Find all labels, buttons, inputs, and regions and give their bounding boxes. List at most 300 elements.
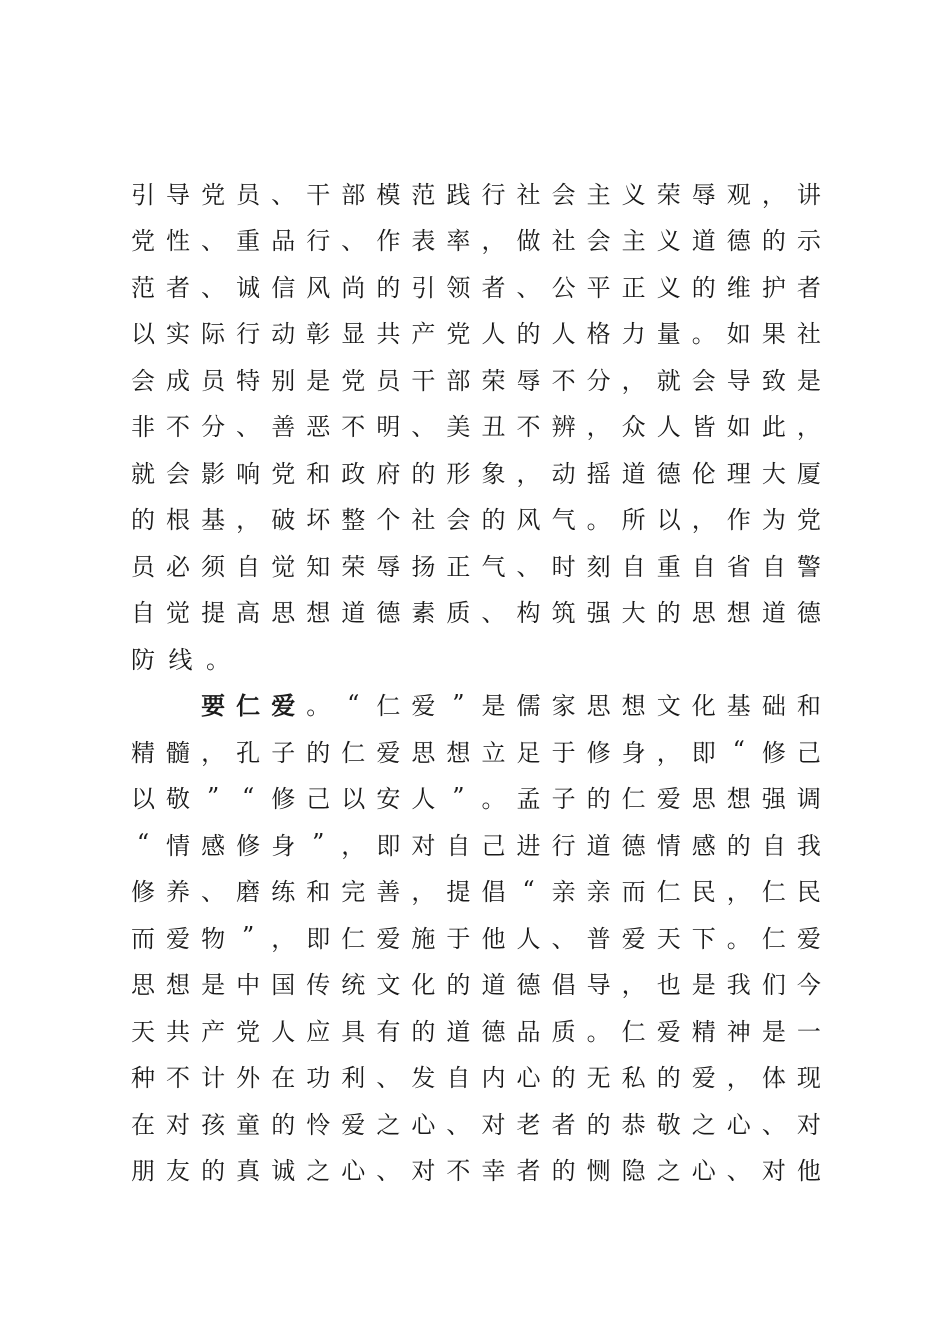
text-char: 不 <box>341 413 366 442</box>
text-char: 行 <box>481 180 506 209</box>
text-char: 人 <box>271 1017 296 1046</box>
text-char: 义 <box>656 273 681 302</box>
text-char: 格 <box>586 320 611 349</box>
text-char <box>165 690 191 718</box>
text-char: 、 <box>761 1110 786 1139</box>
text-char: 础 <box>761 692 786 721</box>
text-char: 摇 <box>586 459 611 488</box>
text-char: “ <box>732 736 745 765</box>
text-char: 觉 <box>271 552 296 581</box>
text-line <box>130 495 822 542</box>
text-char: 质 <box>446 599 471 628</box>
text-char: 干 <box>306 180 331 209</box>
text-char: 的 <box>656 599 681 628</box>
text-char: 幸 <box>481 1157 506 1186</box>
text-char: 思 <box>271 599 296 628</box>
text-char: 有 <box>376 1017 401 1046</box>
text-line <box>130 820 822 867</box>
text-char: 物 <box>201 924 226 953</box>
text-char: ， <box>271 924 296 953</box>
text-char: 对 <box>411 1157 436 1186</box>
text-char: 大 <box>621 599 646 628</box>
text-char: 破 <box>271 506 296 535</box>
text-char: 员 <box>201 366 226 395</box>
text-char: ， <box>796 413 821 442</box>
text-char: 就 <box>656 366 681 395</box>
text-char: 提 <box>446 878 471 907</box>
text-char: 自 <box>446 831 471 860</box>
text-char: 的 <box>481 506 506 535</box>
text-char: 作 <box>376 227 401 256</box>
text-char: 发 <box>411 1064 436 1093</box>
text-char: 心 <box>691 1157 716 1186</box>
text-char: 的 <box>131 506 155 535</box>
text-char: 引 <box>411 273 436 302</box>
text-char: 儒 <box>516 692 541 721</box>
text-char: 心 <box>516 1064 541 1093</box>
text-char: 想 <box>621 692 646 721</box>
text-line <box>130 588 822 635</box>
text-char: 不 <box>166 413 191 442</box>
text-char: 者 <box>516 1157 541 1186</box>
text-line <box>130 913 822 960</box>
text-char: 的 <box>271 1110 296 1139</box>
text-char: 。 <box>691 320 716 349</box>
text-char: 对 <box>166 1110 191 1139</box>
text-line <box>130 960 822 1007</box>
text-char: 道 <box>586 831 611 860</box>
text-char: 、 <box>201 227 226 256</box>
text-char: 公 <box>551 273 576 302</box>
text-char: 以 <box>131 785 155 814</box>
text-char: ” <box>242 922 255 951</box>
text-char: 老 <box>516 1110 541 1139</box>
text-char: 道 <box>691 227 716 256</box>
text-char: 而 <box>621 878 646 907</box>
text-char: 率 <box>446 227 471 256</box>
text-char: 风 <box>306 273 331 302</box>
text-char: 仁 <box>621 785 646 814</box>
text-char: 不 <box>166 1064 191 1093</box>
text-char: 统 <box>341 971 366 1000</box>
text-line <box>130 169 822 216</box>
text-char: 敬 <box>166 785 191 814</box>
text-char: 仁 <box>341 738 366 767</box>
text-char: 党 <box>446 320 471 349</box>
text-char: 爱 <box>411 692 436 721</box>
text-char: 明 <box>376 413 401 442</box>
text-char: 身 <box>271 831 296 860</box>
text-char: 的 <box>726 831 751 860</box>
text-char: 爱 <box>166 924 191 953</box>
text-char: 部 <box>446 366 471 395</box>
text-char: 而 <box>131 924 155 953</box>
text-char: 、 <box>201 878 226 907</box>
text-char: 者 <box>551 1110 576 1139</box>
text-char: 孩 <box>201 1110 226 1139</box>
text-line <box>130 681 822 728</box>
text-char: 德 <box>656 459 681 488</box>
text-char: 。 <box>586 506 611 535</box>
text-char: 精 <box>131 738 155 767</box>
text-char: 是 <box>796 366 821 395</box>
text-char: 范 <box>131 273 155 302</box>
text-char: 利 <box>341 1064 366 1093</box>
text-char: ” <box>312 829 325 858</box>
text-char: 党 <box>131 227 155 256</box>
text-char: 、 <box>376 1157 401 1186</box>
text-char: 不 <box>516 413 541 442</box>
text-char: 社 <box>516 180 541 209</box>
text-char: ， <box>411 878 436 907</box>
text-char: 之 <box>691 1110 716 1139</box>
text-char: 。 <box>306 692 331 721</box>
text-char: 道 <box>621 459 646 488</box>
text-char: “ <box>242 782 255 811</box>
text-char: 员 <box>236 180 261 209</box>
text-char: 是 <box>481 692 506 721</box>
text-char: 产 <box>411 320 436 349</box>
text-char: 磨 <box>236 878 261 907</box>
text-char: 之 <box>376 1110 401 1139</box>
text-char: 天 <box>131 1017 155 1046</box>
text-char: ， <box>341 831 366 860</box>
text-char: 、 <box>341 227 366 256</box>
text-char: 仁 <box>761 878 786 907</box>
text-char: 民 <box>796 878 821 907</box>
text-char: 品 <box>516 1017 541 1046</box>
text-char: 们 <box>761 971 786 1000</box>
text-char: 情 <box>656 831 681 860</box>
text-char: 干 <box>411 366 436 395</box>
text-char: 致 <box>761 366 786 395</box>
text-char: 爱 <box>796 924 821 953</box>
text-char: 德 <box>376 599 401 628</box>
text-char: ， <box>621 366 646 395</box>
text-char: 导 <box>726 366 751 395</box>
text-char: 素 <box>411 599 436 628</box>
text-char: 正 <box>621 273 646 302</box>
text-char: 童 <box>236 1110 261 1139</box>
text-line <box>130 1146 822 1193</box>
text-char: 美 <box>446 413 471 442</box>
text-char: 的 <box>761 227 786 256</box>
text-char: 私 <box>621 1064 646 1093</box>
text-char: 际 <box>201 320 226 349</box>
text-line <box>130 216 822 263</box>
text-char: 以 <box>341 785 366 814</box>
text-char: 化 <box>411 971 436 1000</box>
text-char: 于 <box>551 738 576 767</box>
text-char: 诚 <box>236 273 261 302</box>
text-char: 修 <box>761 738 786 767</box>
text-char: 会 <box>166 459 191 488</box>
text-char: 应 <box>306 1017 331 1046</box>
text-char: 会 <box>446 506 471 535</box>
text-char: 、 <box>201 273 226 302</box>
text-char: 德 <box>516 971 541 1000</box>
text-char: 如 <box>726 320 751 349</box>
text-char: 行 <box>306 227 331 256</box>
text-char: 爱 <box>656 1017 681 1046</box>
text-char: 恶 <box>306 413 331 442</box>
text-char: 修 <box>131 878 155 907</box>
text-char: 自 <box>446 1064 471 1093</box>
text-char: 施 <box>411 924 436 953</box>
text-char: 对 <box>411 831 436 860</box>
text-char: 行 <box>236 320 261 349</box>
text-char: 主 <box>621 227 646 256</box>
text-char: 强 <box>586 599 611 628</box>
text-char: 导 <box>166 180 191 209</box>
text-char: 心 <box>726 1110 751 1139</box>
text-char: 气 <box>551 506 576 535</box>
text-char: 仁 <box>376 692 401 721</box>
text-char: 是 <box>691 971 716 1000</box>
document-body <box>130 169 822 1192</box>
text-char: 己 <box>306 785 331 814</box>
text-char: 和 <box>306 878 331 907</box>
text-char: 之 <box>656 1157 681 1186</box>
text-char: 髓 <box>166 738 191 767</box>
text-char: 个 <box>376 506 401 535</box>
text-char: 在 <box>271 1064 296 1093</box>
text-char: 防 <box>131 645 155 674</box>
text-char: 政 <box>341 459 366 488</box>
text-char: ， <box>761 180 786 209</box>
text-char: 思 <box>691 599 716 628</box>
text-char: 善 <box>271 413 296 442</box>
text-char: 他 <box>796 1157 821 1186</box>
text-char: 倡 <box>481 878 506 907</box>
text-char: 德 <box>796 599 821 628</box>
text-char: 筑 <box>551 599 576 628</box>
text-char: 辨 <box>551 413 576 442</box>
text-char: 爱 <box>691 1064 716 1093</box>
text-char: 、 <box>726 1157 751 1186</box>
text-char: 即 <box>691 738 716 767</box>
text-char: 会 <box>131 366 155 395</box>
text-char: 自 <box>691 552 716 581</box>
text-char: 仁 <box>341 924 366 953</box>
text-char: 朋 <box>131 1157 155 1186</box>
text-char: 修 <box>236 831 261 860</box>
text-char: 员 <box>131 552 155 581</box>
text-char: 整 <box>341 506 366 535</box>
text-char: 示 <box>796 227 821 256</box>
text-char: 必 <box>166 552 191 581</box>
text-char: 荣 <box>341 552 366 581</box>
text-line <box>130 355 822 402</box>
text-char: 的 <box>446 971 471 1000</box>
text-char: 社 <box>551 227 576 256</box>
text-char: 刻 <box>586 552 611 581</box>
text-char: 对 <box>481 1110 506 1139</box>
text-char: 身 <box>621 738 646 767</box>
text-char: 会 <box>586 227 611 256</box>
text-char: 道 <box>341 599 366 628</box>
text-char: 友 <box>166 1157 191 1186</box>
text-char: 计 <box>201 1064 226 1093</box>
text-char: 动 <box>271 320 296 349</box>
text-line <box>130 402 822 449</box>
text-char: 诚 <box>271 1157 296 1186</box>
text-char: 爱 <box>376 924 401 953</box>
text-char: 精 <box>691 1017 716 1046</box>
text-char: 正 <box>446 552 471 581</box>
text-char: 基 <box>201 506 226 535</box>
text-char: 真 <box>236 1157 261 1186</box>
text-char: 在 <box>131 1110 155 1139</box>
text-char: 人 <box>656 413 681 442</box>
text-char: 讲 <box>796 180 821 209</box>
text-char: 分 <box>201 413 226 442</box>
text-char: 要 <box>201 691 226 721</box>
text-char: 分 <box>586 366 611 395</box>
text-char: 气 <box>481 552 506 581</box>
text-char: 大 <box>761 459 786 488</box>
text-line <box>130 867 822 914</box>
text-char: 进 <box>516 831 541 860</box>
text-char: 自 <box>761 552 786 581</box>
text-char: 重 <box>236 227 261 256</box>
text-char: 高 <box>236 599 261 628</box>
text-char: 养 <box>166 878 191 907</box>
text-char: 义 <box>656 227 681 256</box>
text-char: 实 <box>166 320 191 349</box>
text-char: “ <box>136 829 150 858</box>
text-char: 普 <box>586 924 611 953</box>
text-char: 辱 <box>691 180 716 209</box>
text-char: 主 <box>586 180 611 209</box>
text-char: 天 <box>656 924 681 953</box>
text-char: 敬 <box>656 1110 681 1139</box>
text-char: 以 <box>656 506 681 535</box>
text-char: 的 <box>656 1064 681 1093</box>
text-char: 性 <box>166 227 191 256</box>
text-char: 。 <box>726 924 751 953</box>
text-char: 人 <box>516 924 541 953</box>
text-char: 觉 <box>166 599 191 628</box>
text-char: 。 <box>481 785 506 814</box>
text-char: 道 <box>481 971 506 1000</box>
text-char: 者 <box>481 273 506 302</box>
text-char: 为 <box>761 506 786 535</box>
text-char: 量 <box>656 320 681 349</box>
text-char: 者 <box>166 273 191 302</box>
text-char: 思 <box>691 785 716 814</box>
text-char: 人 <box>551 320 576 349</box>
text-char: 恭 <box>621 1110 646 1139</box>
text-char: 构 <box>516 599 541 628</box>
text-line <box>130 634 822 681</box>
text-char: 思 <box>586 692 611 721</box>
text-char: 党 <box>236 1017 261 1046</box>
text-char: 爱 <box>341 1110 366 1139</box>
text-char: 象 <box>481 459 506 488</box>
text-char: 民 <box>691 878 716 907</box>
text-char: 传 <box>306 971 331 1000</box>
text-char: ， <box>481 227 506 256</box>
text-char: 风 <box>516 506 541 535</box>
text-char: 产 <box>201 1017 226 1046</box>
text-char: 不 <box>551 366 576 395</box>
text-char <box>130 690 156 718</box>
text-char: 共 <box>376 320 401 349</box>
text-char: 是 <box>306 366 331 395</box>
text-char: 尚 <box>341 273 366 302</box>
text-char: 所 <box>621 506 646 535</box>
text-char: 情 <box>166 831 191 860</box>
text-char: 、 <box>411 413 436 442</box>
text-char: 、 <box>516 273 541 302</box>
text-char: 此 <box>761 413 786 442</box>
text-char: “ <box>522 875 535 904</box>
text-char: 他 <box>481 924 506 953</box>
text-char: 践 <box>446 180 471 209</box>
text-char: 。 <box>206 645 230 674</box>
text-char: 时 <box>551 552 576 581</box>
text-char: 以 <box>131 320 155 349</box>
text-char: 做 <box>516 227 541 256</box>
text-char: 的 <box>691 273 716 302</box>
text-char: 众 <box>621 413 646 442</box>
text-char: ” <box>452 782 465 811</box>
text-char: 成 <box>166 366 191 395</box>
text-char: 不 <box>446 1157 471 1186</box>
text-char: 种 <box>131 1064 155 1093</box>
text-char: 想 <box>306 599 331 628</box>
text-char: 自 <box>236 552 261 581</box>
text-char: 功 <box>306 1064 331 1093</box>
text-char: 、 <box>236 413 261 442</box>
text-char: 理 <box>726 459 751 488</box>
text-char: 感 <box>691 831 716 860</box>
text-char: 外 <box>236 1064 261 1093</box>
text-char: ” <box>452 689 465 718</box>
text-char: 子 <box>551 785 576 814</box>
text-char: 党 <box>201 180 226 209</box>
text-char: 和 <box>306 459 331 488</box>
text-char: 孔 <box>236 738 261 767</box>
text-char: 者 <box>796 273 821 302</box>
text-char: 内 <box>481 1064 506 1093</box>
text-char: ” <box>206 782 220 811</box>
text-char: 显 <box>341 320 366 349</box>
text-char: 想 <box>726 785 751 814</box>
text-char: 范 <box>411 180 436 209</box>
text-char: 党 <box>341 366 366 395</box>
text-char: 会 <box>691 366 716 395</box>
text-line <box>130 262 822 309</box>
text-char: 是 <box>201 971 226 1000</box>
text-char: 爱 <box>271 691 296 721</box>
text-char: 社 <box>796 320 821 349</box>
text-char: 的 <box>201 1157 226 1186</box>
text-char: 领 <box>446 273 471 302</box>
text-char: 影 <box>201 459 226 488</box>
text-char: 非 <box>131 413 155 442</box>
text-char: 化 <box>691 692 716 721</box>
text-char: 导 <box>586 971 611 1000</box>
text-char: 作 <box>726 506 751 535</box>
text-char: 自 <box>621 552 646 581</box>
text-char: 爱 <box>656 785 681 814</box>
text-char: 文 <box>656 692 681 721</box>
text-char: 想 <box>446 738 471 767</box>
text-char: 现 <box>796 1064 821 1093</box>
text-char: 也 <box>656 971 681 1000</box>
